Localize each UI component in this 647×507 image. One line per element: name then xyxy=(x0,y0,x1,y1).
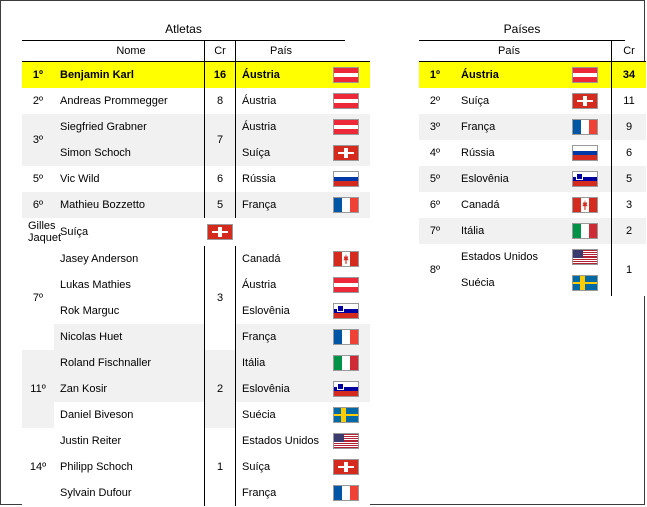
athlete-cr: 7 xyxy=(205,114,236,166)
athlete-rank: 2º xyxy=(32,95,44,107)
athlete-country: Itália xyxy=(242,357,266,369)
athlete-name: Roland Fischnaller xyxy=(60,357,152,369)
table-row xyxy=(22,454,370,480)
athletes-panel xyxy=(22,22,345,506)
flag-suica-icon xyxy=(333,145,359,161)
athlete-flag xyxy=(322,298,370,324)
athlete-name: Justin Reiter xyxy=(60,435,122,447)
country-rank: 6º xyxy=(429,199,441,211)
country-rank: 3º xyxy=(429,121,441,133)
athlete-name: Rok Marguc xyxy=(60,305,120,317)
flag-italia-icon xyxy=(333,355,359,371)
athlete-flag xyxy=(322,402,370,428)
country-flag xyxy=(559,244,612,270)
country-name: Suíça xyxy=(461,95,490,107)
athlete-name: Nicolas Huet xyxy=(60,331,123,343)
flag-suecia-icon xyxy=(333,407,359,423)
country-name: Canadá xyxy=(461,199,500,211)
table-row xyxy=(22,272,370,298)
country-flag xyxy=(559,88,612,114)
athlete-country: França xyxy=(242,331,277,343)
athlete-name: Lukas Mathies xyxy=(60,279,131,291)
athlete-flag xyxy=(322,272,370,298)
flag-austria-icon xyxy=(333,277,359,293)
athlete-flag xyxy=(322,166,370,192)
flag-eua-icon xyxy=(333,433,359,449)
flag-eslovenia-icon xyxy=(333,381,359,397)
country-rank: 2º xyxy=(429,95,441,107)
table-row xyxy=(419,114,646,140)
flag-russia-icon xyxy=(572,145,598,161)
country-rank: 5º xyxy=(429,173,441,185)
country-rank: 1º xyxy=(429,69,441,81)
flag-italia-icon xyxy=(572,223,598,239)
athlete-name: Siegfried Grabner xyxy=(60,121,147,133)
table-row xyxy=(22,376,370,402)
athlete-country: Áustria xyxy=(242,69,280,81)
flag-eslovenia-icon xyxy=(333,303,359,319)
athlete-name: Zan Kosir xyxy=(60,383,108,395)
table-row xyxy=(22,62,370,89)
country-cr: 34 xyxy=(612,62,647,89)
athlete-rank: 11º xyxy=(30,383,46,395)
athlete-rank: 3º xyxy=(32,134,44,146)
athlete-rank: 7º xyxy=(32,292,44,304)
countries-header-flag xyxy=(559,41,612,62)
countries-header-country: País xyxy=(451,41,559,62)
athletes-header-rank xyxy=(22,41,54,62)
country-cr: 9 xyxy=(612,114,647,140)
table-row xyxy=(22,166,370,192)
athlete-country: Suíça xyxy=(60,226,89,238)
table-row xyxy=(22,324,370,350)
athlete-rank: 6º xyxy=(32,199,44,211)
athlete-name: Sylvain Dufour xyxy=(60,487,132,499)
athlete-flag xyxy=(322,324,370,350)
athlete-flag xyxy=(322,480,370,506)
country-flag xyxy=(559,114,612,140)
table-row xyxy=(419,88,646,114)
table-row xyxy=(22,246,370,272)
athlete-country: Áustria xyxy=(242,95,277,107)
athletes-title: Atletas xyxy=(22,22,345,41)
countries-header-cr: Cr xyxy=(612,41,647,62)
athlete-country: Estados Unidos xyxy=(242,435,320,447)
flag-russia-icon xyxy=(333,171,359,187)
table-row xyxy=(22,298,370,324)
table-row xyxy=(22,402,370,428)
flag-canada-icon xyxy=(333,251,359,267)
athlete-cr: 5 xyxy=(205,192,236,218)
athlete-name: Andreas Prommegger xyxy=(60,95,168,107)
table-row xyxy=(22,350,370,376)
athlete-country: Áustria xyxy=(242,121,277,133)
flag-austria-icon xyxy=(333,67,359,83)
athlete-name: Benjamin Karl xyxy=(60,69,134,81)
athlete-flag xyxy=(205,218,236,246)
athlete-country: França xyxy=(242,199,277,211)
table-row xyxy=(22,218,370,246)
flag-franca-icon xyxy=(333,197,359,213)
country-cr: 11 xyxy=(612,88,647,114)
country-name: Áustria xyxy=(461,69,499,81)
athlete-name: Jasey Anderson xyxy=(60,253,139,265)
country-flag xyxy=(559,62,612,89)
countries-header-row xyxy=(419,41,646,62)
country-name: Estados Unidos xyxy=(461,251,539,263)
athlete-flag xyxy=(322,428,370,454)
country-flag xyxy=(559,270,612,296)
athlete-country: França xyxy=(242,487,277,499)
country-flag xyxy=(559,166,612,192)
country-name: Suécia xyxy=(461,277,495,289)
athlete-cr: 2 xyxy=(205,350,236,428)
athlete-rank: 1º xyxy=(32,69,44,81)
athlete-name: Philipp Schoch xyxy=(60,461,133,473)
country-cr: 6 xyxy=(612,140,647,166)
athlete-flag xyxy=(322,454,370,480)
flag-canada-icon xyxy=(572,197,598,213)
athlete-flag xyxy=(322,114,370,140)
table-row xyxy=(419,244,646,270)
athlete-flag xyxy=(322,350,370,376)
country-name: Eslovênia xyxy=(461,173,509,185)
table-row xyxy=(22,88,370,114)
flag-franca-icon xyxy=(572,119,598,135)
flag-eua-icon xyxy=(572,249,598,265)
athlete-flag xyxy=(322,140,370,166)
table-row xyxy=(419,192,646,218)
athlete-country: Suíça xyxy=(242,461,271,473)
countries-header-rank xyxy=(419,41,451,62)
athlete-flag xyxy=(322,88,370,114)
athlete-cr: 6 xyxy=(205,166,236,192)
country-name: França xyxy=(461,121,496,133)
flag-franca-icon xyxy=(333,329,359,345)
table-row xyxy=(22,428,370,454)
athletes-header-flag xyxy=(322,41,370,62)
country-name: Itália xyxy=(461,225,485,237)
table-row xyxy=(22,192,370,218)
athletes-header-row xyxy=(22,41,370,62)
countries-table xyxy=(419,41,646,296)
country-rank: 7º xyxy=(429,225,441,237)
countries-panel xyxy=(419,22,636,296)
athlete-flag xyxy=(322,246,370,272)
flag-austria-icon xyxy=(333,119,359,135)
table-row xyxy=(419,140,646,166)
flag-suecia-icon xyxy=(572,275,598,291)
athlete-cr: 16 xyxy=(205,62,236,89)
athlete-name: Mathieu Bozzetto xyxy=(60,199,145,211)
country-rank: 8º xyxy=(429,264,441,276)
flag-austria-icon xyxy=(572,67,598,83)
country-flag xyxy=(559,140,612,166)
athletes-table xyxy=(22,41,370,506)
athlete-name: Simon Schoch xyxy=(60,147,131,159)
table-row xyxy=(419,166,646,192)
flag-austria-icon xyxy=(333,93,359,109)
athlete-rank: 14º xyxy=(29,461,47,473)
country-name: Rússia xyxy=(461,147,495,159)
country-flag xyxy=(559,218,612,244)
table-row xyxy=(22,140,370,166)
country-cr: 1 xyxy=(612,244,647,296)
athletes-header-cr: Cr xyxy=(205,41,236,62)
table-row xyxy=(22,480,370,506)
athlete-name: Gilles Jaquet xyxy=(28,220,62,244)
flag-suica-icon xyxy=(207,224,233,240)
country-cr: 2 xyxy=(612,218,647,244)
flag-suica-icon xyxy=(572,93,598,109)
table-row xyxy=(419,218,646,244)
athlete-country: Rússia xyxy=(242,173,276,185)
athlete-country: Eslovênia xyxy=(242,383,290,395)
table-row xyxy=(419,62,646,89)
athlete-rank: 5º xyxy=(32,173,44,185)
athlete-cr: 8 xyxy=(205,88,236,114)
athlete-country: Suíça xyxy=(242,147,271,159)
athlete-country: Áustria xyxy=(242,279,277,291)
flag-franca-icon xyxy=(333,485,359,501)
athlete-flag xyxy=(322,62,370,89)
country-cr: 5 xyxy=(612,166,647,192)
table-row xyxy=(22,114,370,140)
athlete-flag xyxy=(322,376,370,402)
athlete-country: Eslovênia xyxy=(242,305,290,317)
athlete-name: Vic Wild xyxy=(60,173,100,185)
flag-suica-icon xyxy=(333,459,359,475)
athlete-country: Suécia xyxy=(242,409,276,421)
athlete-country: Canadá xyxy=(242,253,281,265)
country-cr: 3 xyxy=(612,192,647,218)
flag-eslovenia-icon xyxy=(572,171,598,187)
athletes-header-country: País xyxy=(236,41,323,62)
athlete-flag xyxy=(322,192,370,218)
country-flag xyxy=(559,192,612,218)
athletes-header-name: Nome xyxy=(54,41,205,62)
athlete-name: Daniel Biveson xyxy=(60,409,134,421)
athlete-cr: 1 xyxy=(205,428,236,506)
country-rank: 4º xyxy=(429,147,441,159)
athlete-cr: 3 xyxy=(205,246,236,350)
countries-title: Países xyxy=(419,22,625,41)
